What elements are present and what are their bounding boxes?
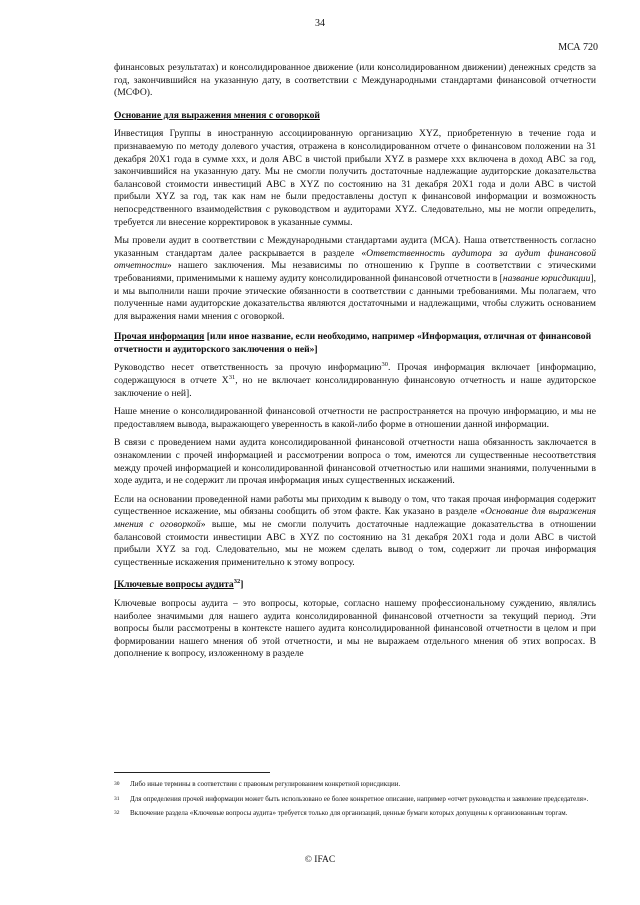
heading-text: [Ключевые вопросы аудита <box>114 579 234 591</box>
footnote-number: 31 <box>114 795 120 802</box>
paragraph-basis-1: Инвестиция Группы в иностранную ассоциированную организацию XYZ, приобретенную в течение года и признаваемую по методу долевого участия, отражена в консолидированном отчете о финансовом положении на 31 декабря 20X1 года в сумме ххх, и доля ABC в чистой прибыли XYZ в размере ххх включена в доход ABC за год, закончившийся на указанную дату. Мы не смогли получить достаточные надлежащие аудиторские доказательства балансовой стоимости инвестиций ABC в XYZ по состоянию на 31 декабря 20X1 года и доли ABC в чистой прибыли XYZ за год, так как нам не были предоставлены доступ к финансовой информации и возможность непосредственного взаимодействия с руководством и аудиторами XYZ. Следовательно, мы не могли определить, требуется ли внесение корректировок в указанные суммы. <box>114 128 596 228</box>
text-segment: » нашего заключения. Мы независимы по отношению к Группе в соответствии с этическими требованиями, применимыми к нашему аудиту консолидированной финансовой отчетности в [ <box>114 260 596 284</box>
section-reference: Основание для выражения мнения с оговоркой <box>114 506 596 530</box>
footnotes <box>114 780 596 824</box>
paragraph-basis-2 <box>114 235 596 323</box>
text-segment: , но не включает консолидированную финансовую отчетность и наше аудиторское заключение о ней]. <box>114 375 596 399</box>
heading-underlined: Прочая информация <box>114 331 205 343</box>
footnote-text: Либо иные термины в соответствии с правовым регулированием конкретной юрисдикции. <box>130 780 401 788</box>
heading-rest: [или иное название, если необходимо, например «Информация, отличная от финансовой отчетности и аудиторского заключения о ней»] <box>114 331 592 355</box>
text-segment: ], и мы выполнили наши прочие этические обязанности в соответствии с данными требованиями. Мы полагаем, что полученные нами аудиторские доказательства являются достаточными и надлежащими, чтобы служить основанием для выражения нами мнения с оговоркой. <box>114 272 596 322</box>
text-segment: Если на основании проведенной нами работы мы приходим к выводу о том, что такая прочая информация содержит существенное искажение, мы обязаны сообщить об этом факте. Как указано в разделе « <box>114 493 596 518</box>
footnote-ref: 31 <box>228 373 236 381</box>
footnote-ref: 32 <box>233 578 241 586</box>
heading-other-information <box>114 331 596 356</box>
text-segment: Руководство несет ответственность за прочую информацию <box>114 362 382 374</box>
paragraph-other-2: Наше мнение о консолидированной финансовой отчетности не распространяется на прочую информацию, и мы не предоставляем вывода, выражающего уверенность в какой-либо форме в отношении данной информации. <box>114 406 596 430</box>
document-code: МСА 720 <box>558 42 598 53</box>
text-segment: . Прочая информация включает [информацию, содержащуюся в отчете X <box>114 362 596 387</box>
text-segment: Мы провели аудит в соответствии с Международными стандартами аудита (МСА). Наша ответственность согласно указанным стандартам далее раскрывается в разделе « <box>114 235 596 259</box>
body-text <box>114 62 596 667</box>
page-number: 34 <box>315 18 325 29</box>
footnote-text: Для определения прочей информации может быть использовано ее более конкретное описание, например «отчет руководства и заявление председателя». <box>130 794 589 803</box>
footnote-number: 32 <box>114 810 120 816</box>
footnote-divider <box>114 772 270 773</box>
paragraph-other-3: В связи с проведением нами аудита консолидированной финансовой отчетности наша обязанность заключается в ознакомлении с прочей информацией и рассмотрении вопроса о том, имеются ли существенные несоответствия между прочей информацией и консолидированной финансовой отчетностью или нашими знаниями, полученными в ходе аудита, и не содержит ли прочая информация иных существенных искажений. <box>114 437 596 487</box>
footnote-item <box>114 795 596 805</box>
footnote-item <box>114 780 596 790</box>
paragraph-other-1 <box>114 362 596 400</box>
footnote-item <box>114 809 596 819</box>
footnote-text: Включение раздела «Ключевые вопросы аудита» требуется только для организаций, ценные бумаги которых допущены к организованным торгам. <box>130 809 568 817</box>
heading-bracket: ] <box>240 579 244 591</box>
text-segment: » выше, мы не смогли получить достаточные надлежащие доказательства в отношении балансовой стоимости инвестиции ABC в XYZ по состоянию на 31 декабря 20X1 года и доли ABC в чистой прибыли XYZ за год. Следовательно, мы не можем сделать вывод о том, содержит ли прочая информация существенные искажения применительно к этому вопросу. <box>114 519 596 568</box>
paragraph-intro: финансовых результатах) и консолидированное движение (или консолидированном движении) денежных средств за год, закончившийся на указанную дату, в соответствии с Международными стандартами финансовой отчетности (МСФО). <box>114 62 596 99</box>
paragraph-other-4 <box>114 494 596 570</box>
placeholder-jurisdiction: название юрисдикции <box>502 272 591 284</box>
heading-key-audit-matters <box>114 579 596 592</box>
footer-copyright: © IFAC <box>304 855 336 865</box>
footnote-number: 30 <box>114 781 120 787</box>
footnote-ref: 30 <box>381 361 389 369</box>
heading-basis-qualified-opinion: Основание для выражения мнения с оговоркой <box>114 109 320 121</box>
section-reference: Ответственность аудитора за аудит финансовой отчетности <box>114 247 597 272</box>
paragraph-key-audit-matters: Ключевые вопросы аудита – это вопросы, которые, согласно нашему профессиональному суждению, являлись наиболее значимыми для нашего аудита консолидированной финансовой отчетности за текущий период. Эти вопросы были рассмотрены в контексте нашего аудита консолидированной финансовой отчетности в целом и при формировании нашего мнения об этой отчетности, и мы не выражаем отдельного мнения об этих вопросах. В дополнение к вопросу, изложенному в разделе <box>114 597 596 660</box>
